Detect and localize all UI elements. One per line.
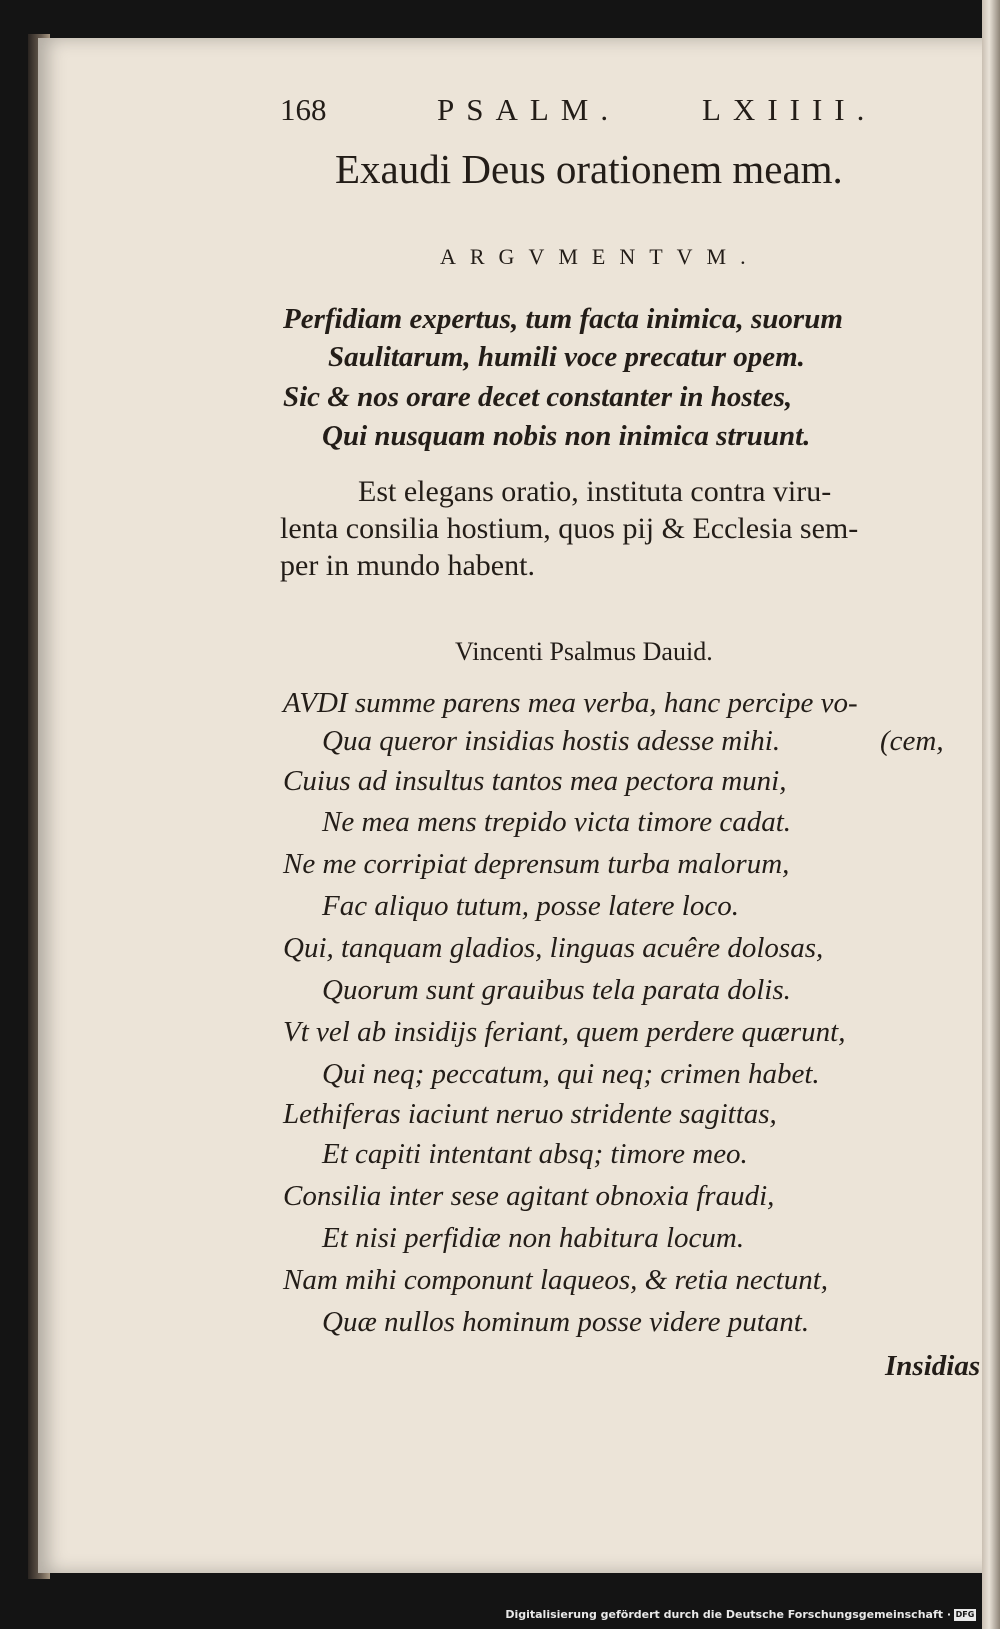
- argument-line: Qui nusquam nobis non inimica struunt.: [322, 420, 811, 452]
- poem-line: Fac aliquo tutum, posse latere loco.: [322, 890, 739, 922]
- argument-line: Sic & nos orare decet constanter in hostes,: [283, 381, 793, 413]
- poem-line: Et capiti intentant absq; timore meo.: [322, 1138, 748, 1170]
- poem-line: Cuius ad insultus tantos mea pectora muni,: [283, 765, 787, 797]
- poem-line: Qua queror insidias hostis adesse mihi.: [322, 725, 781, 757]
- poem-line: Quæ nullos hominum posse videre putant.: [322, 1306, 810, 1338]
- argument-line: Saulitarum, humili voce precatur opem.: [328, 341, 805, 373]
- psalm-title: Exaudi Deus orationem meam.: [335, 146, 843, 192]
- digitization-credit: [505, 1608, 976, 1621]
- argument-heading: ARGVMENTVM.: [440, 244, 760, 269]
- dfg-logo: DFG: [955, 1610, 975, 1619]
- poem-line: Quorum sunt grauibus tela parata dolis.: [322, 974, 791, 1006]
- poem-line: Lethiferas iaciunt neruo stridente sagittas,: [283, 1098, 777, 1130]
- running-title: PSALM.: [437, 92, 621, 127]
- page-number: 168: [280, 92, 327, 127]
- prose-line: Est elegans oratio, instituta contra viru-: [358, 475, 832, 508]
- psalm-subheading: Vincenti Psalmus Dauid.: [455, 637, 713, 666]
- credit-text: Digitalisierung gefördert durch die Deutsche Forschungsgemeinschaft ·: [505, 1608, 951, 1621]
- prose-line: lenta consilia hostium, quos pij & Ecclesia sem-: [280, 512, 859, 545]
- poem-line: Qui, tanquam gladios, linguas acuêre dolosas,: [283, 932, 824, 964]
- argument-line: Perfidiam expertus, tum facta inimica, suorum: [283, 303, 843, 335]
- catchword: Insidias: [885, 1350, 981, 1382]
- poem-line: Vt vel ab insidijs feriant, quem perdere quærunt,: [283, 1016, 846, 1048]
- poem-line: Ne me corripiat deprensum turba malorum,: [283, 848, 790, 880]
- poem-line: AVDI summe parens mea verba, hanc percipe vo-: [283, 687, 858, 719]
- psalm-numeral: LXIIII.: [702, 92, 877, 127]
- overflow-fragment: (cem,: [880, 725, 944, 757]
- poem-line: Et nisi perfidiæ non habitura locum.: [322, 1222, 745, 1254]
- poem-line: Ne mea mens trepido victa timore cadat.: [322, 806, 791, 838]
- poem-line: Qui neq; peccatum, qui neq; crimen habet.: [322, 1058, 820, 1090]
- prose-line: per in mundo habent.: [280, 549, 535, 582]
- poem-line: Consilia inter sese agitant obnoxia fraudi,: [283, 1180, 775, 1212]
- page-edge: [982, 0, 1000, 1629]
- poem-line: Nam mihi componunt laqueos, & retia nectunt,: [283, 1264, 829, 1296]
